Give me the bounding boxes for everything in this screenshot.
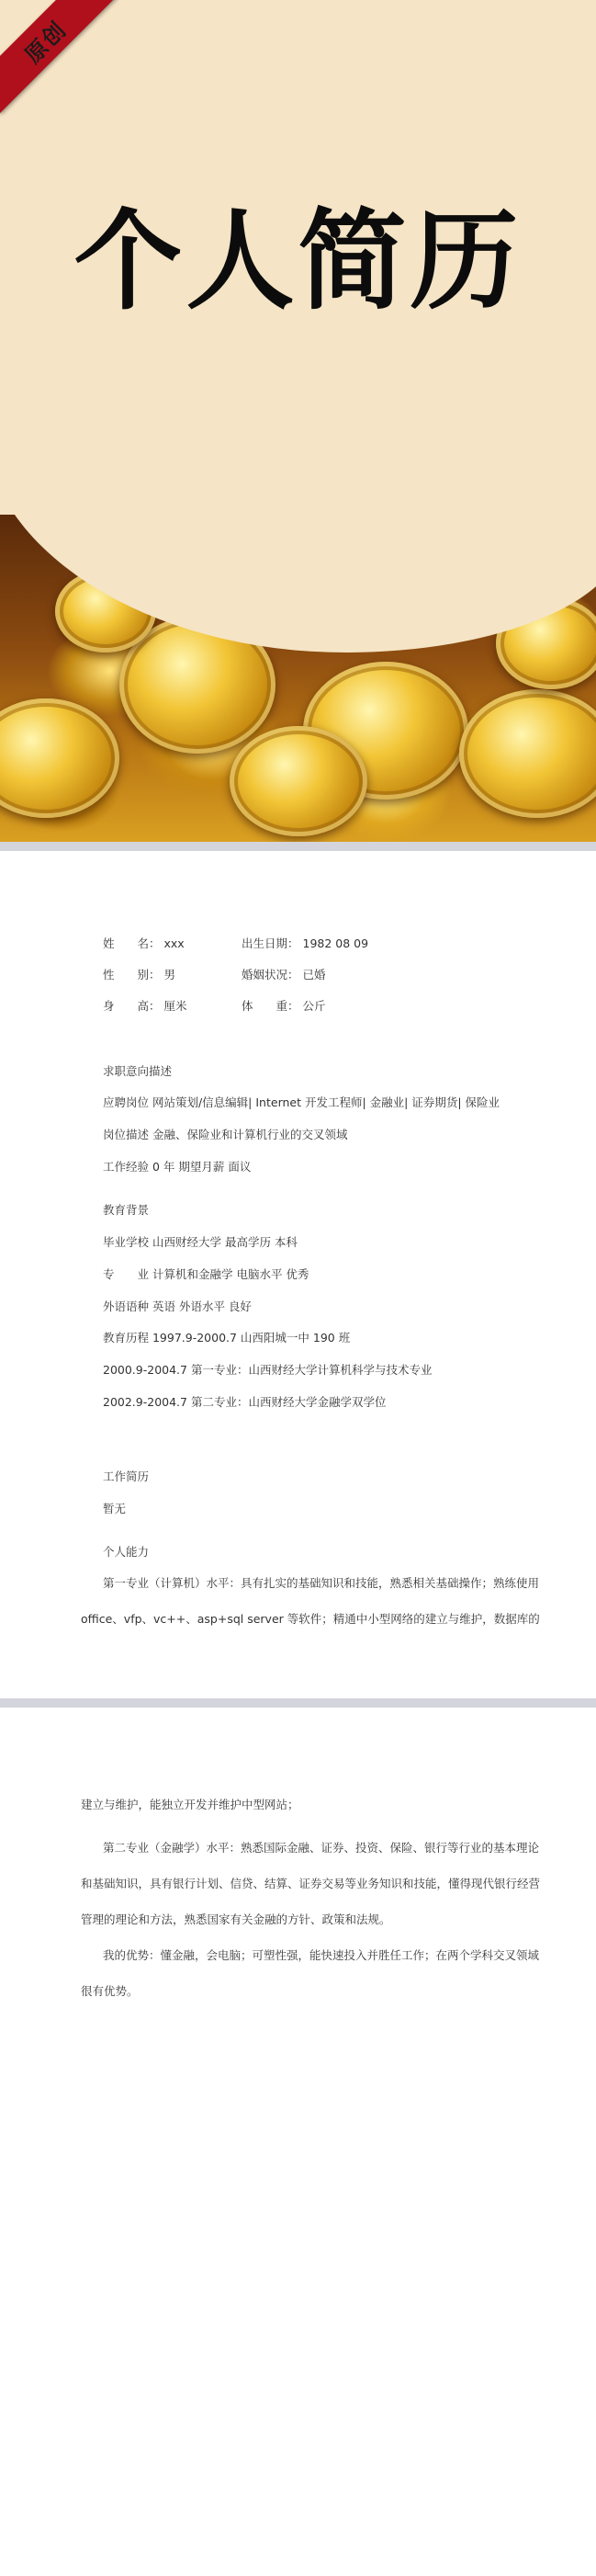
- gender-label: 性 别：: [103, 968, 161, 982]
- ribbon-text: 原创: [19, 16, 73, 69]
- height-row: [103, 997, 187, 1014]
- intent-heading: 求职意向描述: [103, 1064, 173, 1078]
- ability-p3-line1: 我的优势：懂金融，会电脑；可塑性强，能快速投入并胜任工作；在两个学科交叉领域: [103, 1948, 540, 1962]
- weight-label: 体 重：: [242, 999, 299, 1013]
- work-heading: 工作简历: [103, 1470, 150, 1483]
- intent-position: 应聘岗位 网站策划/信息编辑| Internet 开发工程师| 金融业| 证券期货| 保险业: [103, 1095, 500, 1109]
- birth-value: 1982 08 09: [302, 936, 369, 950]
- education-heading: 教育背景: [103, 1203, 150, 1217]
- weight-row: [242, 997, 326, 1014]
- page-separator: [0, 1698, 596, 1708]
- resume-page-2: [0, 1708, 596, 2576]
- marital-label: 婚姻状况：: [242, 968, 299, 982]
- gold-coin: [0, 698, 119, 818]
- gold-coin: [230, 726, 367, 836]
- ability-p3-line2: 很有优势。: [81, 1984, 139, 1998]
- name-value: xxx: [163, 936, 185, 950]
- ability-p1-line2: office、vfp、vc++、asp+sql server 等软件；精通中小型网络的建立与维护，数据库的: [81, 1612, 540, 1626]
- education-history: 教育历程 1997.9-2000.7 山西阳城一中 190 班: [103, 1331, 351, 1345]
- gender-value: 男: [163, 968, 176, 982]
- ability-heading: 个人能力: [103, 1545, 150, 1559]
- ability-p1-line3: 建立与维护，能独立开发并维护中型网站；: [81, 1798, 299, 1811]
- ability-p2-line1: 第二专业（金融学）水平：熟悉国际金融、证券、投资、保险、银行等行业的基本理论: [103, 1841, 540, 1855]
- weight-value: 公斤: [302, 999, 326, 1013]
- ability-p1-line1: 第一专业（计算机）水平：具有扎实的基础知识和技能，熟悉相关基础操作；熟练使用: [103, 1576, 540, 1590]
- name-row: [103, 935, 185, 951]
- height-value: 厘米: [163, 999, 187, 1013]
- intent-experience: 工作经验 0 年 期望月薪 面议: [103, 1160, 252, 1174]
- birth-row: [242, 935, 368, 951]
- page-separator: [0, 842, 596, 851]
- corner-ribbon: [0, 0, 119, 119]
- education-school: 毕业学校 山西财经大学 最高学历 本科: [103, 1235, 298, 1249]
- resume-page-1: [0, 851, 596, 1698]
- marital-value: 已婚: [302, 968, 326, 982]
- cover-page: [0, 0, 596, 842]
- education-first-major: 2000.9-2004.7 第一专业：山西财经大学计算机科学与技术专业: [103, 1363, 433, 1377]
- education-language: 外语语种 英语 外语水平 良好: [103, 1299, 252, 1313]
- cover-title: 个人简历: [73, 198, 523, 324]
- work-value: 暂无: [103, 1502, 127, 1515]
- education-major: 专 业 计算机和金融学 电脑水平 优秀: [103, 1267, 309, 1281]
- ability-p2-line3: 管理的理论和方法，熟悉国家有关金融的方针、政策和法规。: [81, 1912, 391, 1926]
- height-label: 身 高：: [103, 999, 161, 1013]
- ability-p2-line2: 和基础知识，具有银行计划、信贷、结算、证券交易等业务知识和技能，懂得现代银行经营: [81, 1877, 541, 1890]
- marital-row: [242, 966, 326, 982]
- gender-row: [103, 966, 175, 982]
- gold-coin: [459, 689, 596, 818]
- birth-label: 出生日期：: [242, 936, 299, 950]
- education-second-major: 2002.9-2004.7 第二专业：山西财经大学金融学双学位: [103, 1395, 387, 1409]
- name-label: 姓 名：: [103, 936, 161, 950]
- intent-description: 岗位描述 金融、保险业和计算机行业的交叉领域: [103, 1128, 348, 1141]
